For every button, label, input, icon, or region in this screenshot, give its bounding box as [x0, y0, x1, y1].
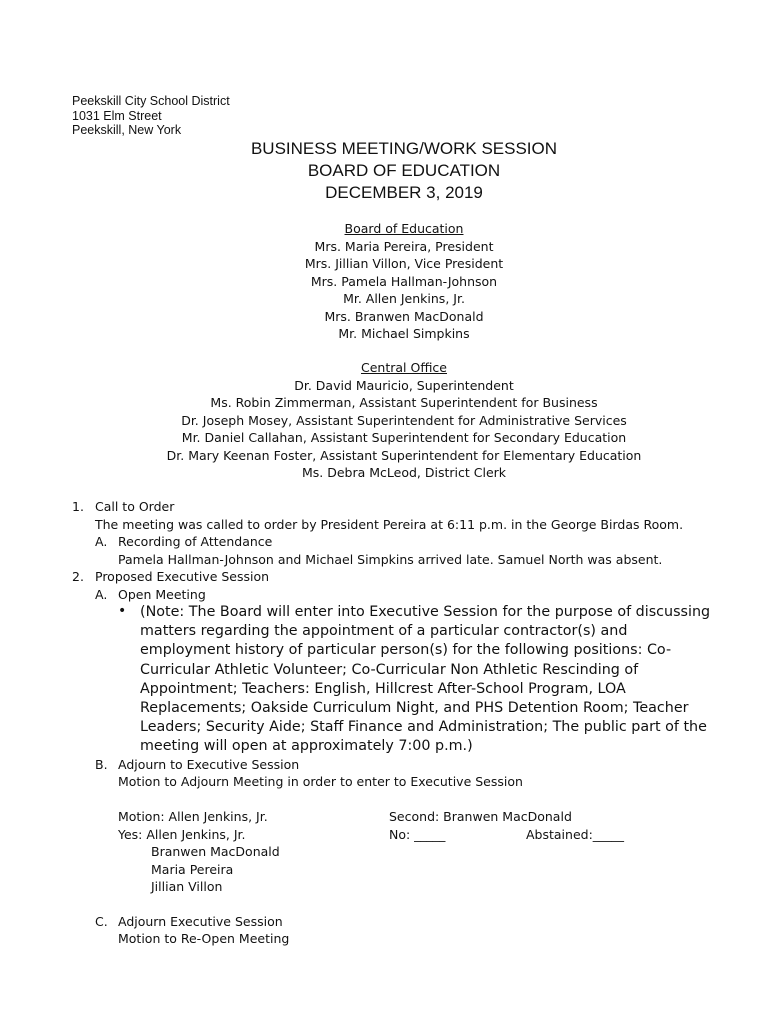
subitem-letter: A.: [95, 534, 108, 549]
address-line: Peekskill, New York: [72, 123, 182, 137]
title-line: DECEMBER 3, 2019: [325, 183, 483, 202]
subitem-letter: C.: [95, 914, 108, 929]
yes-voter: Maria Pereira: [151, 862, 234, 877]
yes-voter: Jillian Villon: [151, 879, 223, 894]
item-number: 2.: [72, 569, 84, 584]
subitem-title: Adjourn Executive Session: [118, 914, 283, 929]
central-office-roster: [0, 359, 770, 482]
board-member: Mrs. Branwen MacDonald: [324, 308, 484, 324]
note-line: Leaders; Security Aide; Staff Finance and Administration; The public part of the: [140, 719, 707, 736]
item-title: Call to Order: [95, 499, 175, 514]
board-member: Mrs. Maria Pereira, President: [314, 238, 494, 254]
central-office-member: Dr. David Mauricio, Superintendent: [294, 377, 514, 393]
subitem-text: Motion to Adjourn Meeting in order to enter to Executive Session: [118, 774, 523, 789]
note-line: employment history of particular person(s) for the following positions: Co-: [140, 642, 672, 659]
central-office-heading: Central Office: [361, 360, 447, 375]
subitem-text: Pamela Hallman-Johnson and Michael Simpkins arrived late. Samuel North was absent.: [118, 552, 663, 567]
central-office-member: Ms. Debra McLeod, District Clerk: [301, 465, 507, 480]
note-line: matters regarding the appointment of a particular contractor(s) and: [140, 623, 628, 640]
note-line: Replacements; Oakside Curriculum Night, and PHS Detention Room; Teacher: [140, 700, 689, 717]
subitem-title: Open Meeting: [118, 587, 206, 602]
document-title: [0, 138, 770, 204]
note-line: Curricular Athletic Volunteer; Co-Curricular Non Athletic Rescinding of: [140, 661, 639, 678]
board-member: Mr. Michael Simpkins: [338, 326, 470, 341]
note-line: (Note: The Board will enter into Executive Session for the purpose of discussing: [140, 604, 711, 620]
subitem-text: Motion to Re-Open Meeting: [118, 931, 290, 946]
subitem-title: Recording of Attendance: [118, 534, 273, 549]
note-line: Appointment; Teachers: English, Hillcrest After-School Program, LOA: [140, 680, 626, 697]
item-title: Proposed Executive Session: [95, 569, 270, 584]
board-member: Mrs. Jillian Villon, Vice President: [304, 256, 504, 271]
board-roster: [0, 220, 770, 343]
motion-by: Motion: Allen Jenkins, Jr.: [118, 809, 268, 824]
subitem-title: Adjourn to Executive Session: [118, 757, 300, 772]
central-office-member: Dr. Joseph Mosey, Assistant Superintendent for Administrative Services: [181, 412, 627, 428]
yes-voter: Branwen MacDonald: [151, 844, 280, 859]
central-office-member: Mr. Daniel Callahan, Assistant Superintendent for Secondary Education: [181, 430, 627, 445]
subitem-letter: B.: [95, 757, 108, 772]
central-office-member: Dr. Mary Keenan Foster, Assistant Superintendent for Elementary Education: [166, 447, 642, 463]
board-heading: Board of Education: [344, 221, 464, 236]
yes-votes: Yes: Allen Jenkins, Jr.: [118, 827, 246, 842]
title-line: BOARD OF EDUCATION: [307, 161, 501, 180]
abstained-votes: Abstained:_____: [526, 827, 625, 842]
bullet-icon: •: [118, 603, 127, 619]
central-office-member: Ms. Robin Zimmerman, Assistant Superintendent for Business: [210, 395, 598, 410]
no-votes: No: _____: [389, 827, 446, 842]
item-text: The meeting was called to order by President Pereira at 6:11 p.m. in the George Birdas Room.: [95, 517, 684, 532]
second-by: Second: Branwen MacDonald: [389, 809, 572, 824]
address-line: 1031 Elm Street: [72, 108, 162, 123]
executive-session-note: [140, 603, 710, 757]
title-line: BUSINESS MEETING/WORK SESSION: [250, 139, 558, 158]
board-member: Mr. Allen Jenkins, Jr.: [343, 291, 465, 306]
note-line: meeting will open at approximately 7:00 p.m.): [140, 738, 473, 755]
subitem-letter: A.: [95, 587, 108, 602]
item-number: 1.: [72, 499, 84, 514]
address-line: Peekskill City School District: [72, 94, 230, 108]
board-member: Mrs. Pamela Hallman-Johnson: [310, 273, 498, 289]
district-address: [72, 94, 230, 138]
